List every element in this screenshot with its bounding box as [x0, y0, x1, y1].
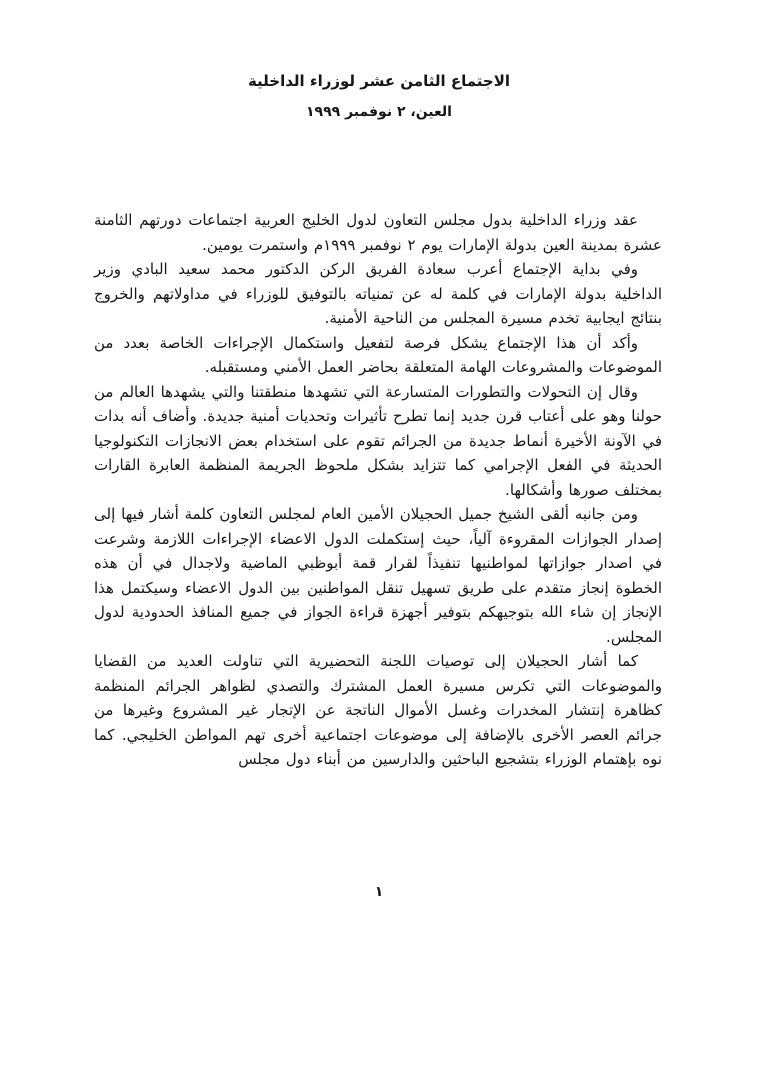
document-title: الاجتماع الثامن عشر لوزراء الداخلية — [247, 72, 511, 90]
paragraph: ومن جانبه ألقى الشيخ جميل الحجيلان الأمين العام لمجلس التعاون كلمة أشار فيها إلى إصدار الجوازات المقروءة آلياً، حيث إستكملت الدول الاعضاء الإجراءات اللازمة وشرعت في اصدار جوازاتها لمواطنيها تنفيذاً لقرار قمة أبوظبي الماضية ولاجدال في أن هذه الخطوة إنجاز متقدم على طريق تسهيل تنقل المواطنين بين الدول الاعضاء وسيكتمل هذا الإنجاز إن شاء الله بتوجيهكم بتوفير أجهزة قراءة الجواز في جميع المنافذ الحدودية لدول المجلس. — [94, 505, 662, 646]
paragraph: وأكد أن هذا الإجتماع يشكل فرصة لتفعيل واستكمال الإجراءات الخاصة بعدد من الموضوعات والمشروعات الهامة المتعلقة بحاضر العمل الأمني ومستقبله. — [94, 333, 662, 376]
paragraph: كما أشار الحجيلان إلى توصيات اللجنة التحضيرية التي تناولت العديد من القضايا والموضوعات التي تكرس مسيرة العمل المشترك والتصدي لظواهر الجرائم المنظمة كظاهرة إنتشار المخدرات وغسل الأموال الناتجة عن الإتجار غير المشروع وغيرها من جرائم العصر الأخرى بالإضافة إلى موضوعات اجتماعية أخرى تهم المواطن الخليجي. كما نوه بإهتمام الوزراء بتشجيع الباحثين والدارسين من أبناء دول مجلس — [94, 652, 662, 768]
document-header — [0, 72, 758, 120]
document-subtitle: العين، ٢ نوفمبر ١٩٩٩ — [306, 104, 452, 120]
document-body — [94, 208, 662, 772]
page-number: ١ — [374, 884, 384, 900]
paragraph: وقال إن التحولات والتطورات المتسارعة التي تشهدها منطقتنا والتي يشهدها العالم من حولنا وهو على أعتاب قرن جديد إنما تطرح تأثيرات وتحديات أمنية جديدة. وأضاف أنه بدات في الآونة الأخيرة أنماط جديدة من الجرائم تقوم على استخدام بعض الانجازات التكنولوجيا الحديثة في الفعل الإجرامي كما تتزايد بشكل ملحوظ الجريمة المنظمة العابرة القارات بمختلف صورها وأشكالها. — [94, 382, 662, 499]
paragraph: عقد وزراء الداخلية بدول مجلس التعاون لدول الخليج العربية اجتماعات دورتهم الثامنة عشرة بمدينة العين بدولة الإمارات يوم ٢ نوفمبر ١٩٩٩م واستمرت يومين. — [94, 211, 662, 254]
paragraph: وفي بداية الإجتماع أعرب سعادة الفريق الركن الدكتور محمد سعيد البادي وزير الداخلية بدولة الإمارات في كلمة له عن تمنياته بالتوفيق للوزراء في مداولاتهم والخروج بنتائج ايجابية تخدم مسيرة المجلس من الناحية الأمنية. — [94, 260, 662, 327]
